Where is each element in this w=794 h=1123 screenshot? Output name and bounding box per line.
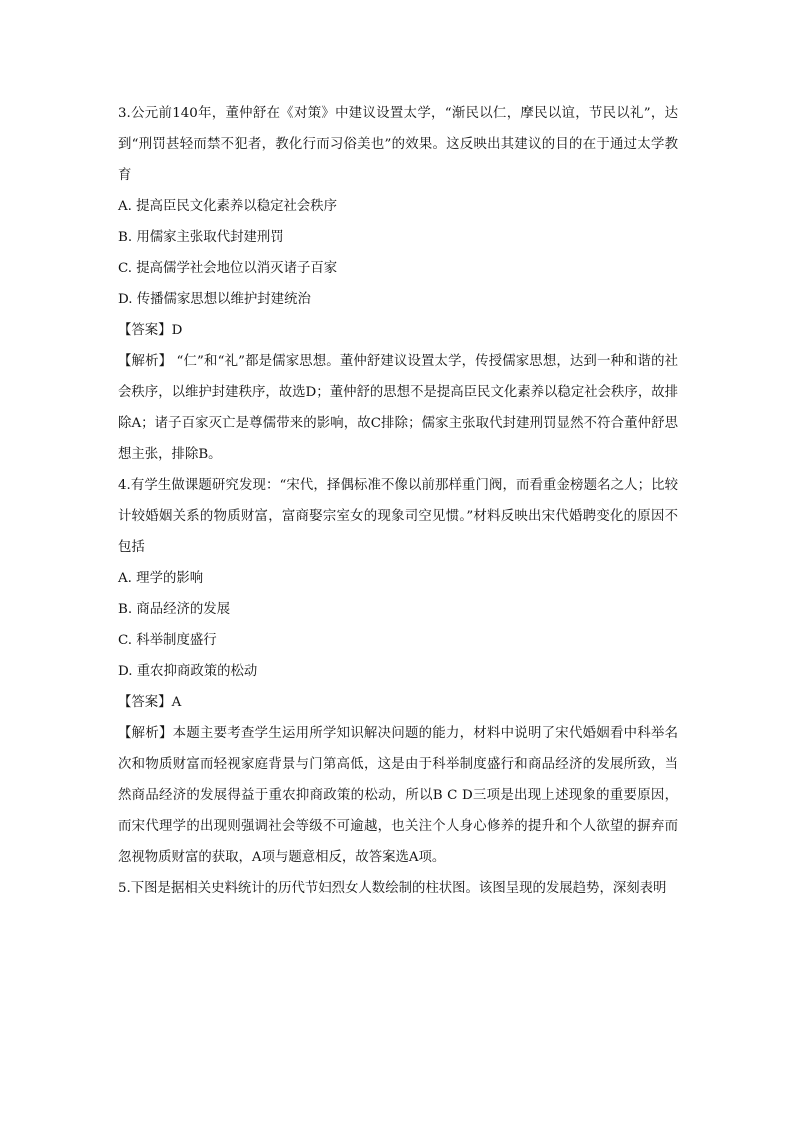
option-d: D. 重农抑商政策的松动 xyxy=(118,664,258,679)
question-stem: 5.下图是据相关史料统计的历代节妇烈女人数绘制的柱状图。该图呈现的发展趋势，深刻表明 xyxy=(118,881,667,896)
answer-line xyxy=(118,315,678,346)
option-a: A. 理学的影响 xyxy=(118,571,204,586)
option-a: A. 提高臣民文化素养以稳定社会秩序 xyxy=(118,199,338,214)
question-stem: 3.公元前140年，董仲舒在《对策》中建议设置太学，“渐民以仁，摩民以谊，节民以礼”，达到“刑罚甚轻而禁不犯者，教化行而习俗美也”的效果。这反映出其建议的目的在于通过太学教育 xyxy=(118,106,678,183)
analysis-paragraph xyxy=(118,718,678,873)
option-c: C. 科举制度盛行 xyxy=(118,633,217,648)
document-page xyxy=(118,98,678,904)
analysis-label: 【解析】 xyxy=(118,726,173,741)
answer-line xyxy=(118,687,678,718)
answer-value: A xyxy=(171,695,182,710)
option-b: B. 商品经济的发展 xyxy=(118,602,231,617)
answer-label: 【答案】 xyxy=(118,695,172,710)
answer-label: 【答案】 xyxy=(118,323,172,338)
question-5 xyxy=(118,873,678,904)
option-c: C. 提高儒学社会地位以消灭诸子百家 xyxy=(118,261,338,276)
question-3 xyxy=(118,98,678,470)
analysis-text: 本题主要考查学生运用所学知识解决问题的能力，材料中说明了宋代婚姻看中科举名次和物质财富而轻视家庭背景与门第高低，这是由于科举制度盛行和商品经济的发展所致，当然商品经济的发展得益于重农抑商政策的松动，所以B C D三项是出现上述现象的重要原因，而宋代理学的出现则强调社会等级不可逾越，也关注个人身心修养的提升和个人欲望的摒弃而忽视物质财富的获取，A项与题意相反，故答案选A项。 xyxy=(118,726,679,865)
question-4 xyxy=(118,470,678,873)
analysis-text: “仁”和“礼”都是儒家思想。董仲舒建议设置太学，传授儒家思想，达到一种和谐的社会秩序，以维护封建秩序，故选D；董仲舒的思想不是提高臣民文化素养以稳定社会秩序，故排除A；诸子百家灭亡是尊儒带来的影响，故C排除；儒家主张取代封建刑罚显然不符合董仲舒思想主张，排除B。 xyxy=(118,354,679,462)
option-b: B. 用儒家主张取代封建刑罚 xyxy=(118,230,284,245)
option-d: D. 传播儒家思想以维护封建统治 xyxy=(118,292,311,307)
analysis-paragraph xyxy=(118,346,678,470)
question-stem: 4.有学生做课题研究发现：“宋代，择偶标准不像以前那样重门阀，而看重金榜题名之人；比较计较婚姻关系的物质财富，富商娶宗室女的现象司空见惯。”材料反映出宋代婚聘变化的原因不包括 xyxy=(118,478,678,555)
analysis-label: 【解析】 xyxy=(118,354,173,369)
answer-value: D xyxy=(171,323,183,338)
